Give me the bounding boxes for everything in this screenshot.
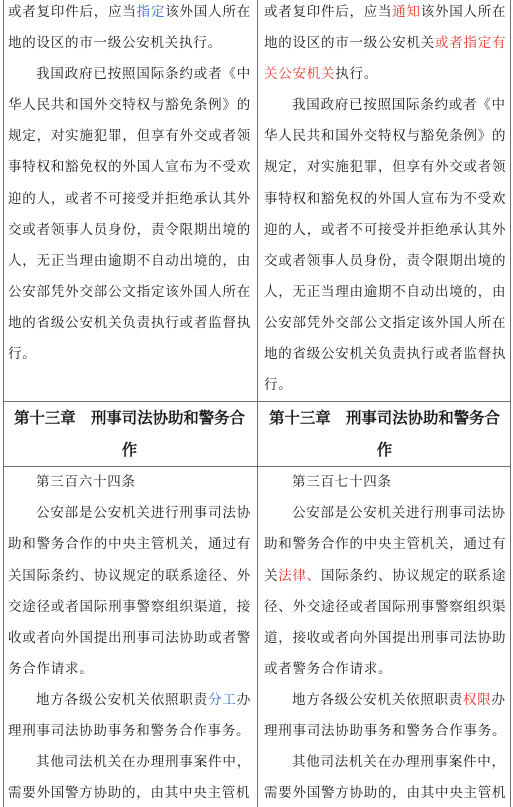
text-line — [8, 28, 251, 59]
text-line — [8, 0, 251, 28]
text-line — [264, 685, 505, 716]
changed-text: 或者指定有 — [435, 35, 507, 52]
changed-text: 权限 — [463, 691, 492, 708]
article-row — [4, 467, 510, 807]
text-segment: 或者警务合作请求。 — [264, 660, 393, 677]
text-segment: 助和警务合作的中央主管机关，通过有 — [264, 536, 507, 553]
text-segment: 其他司法机关在办理刑事案件中， — [36, 754, 251, 771]
text-segment: 道，接收或者向外国提出刑事司法协助 — [264, 629, 507, 646]
text-segment: 关国际条约、协议规定的联系途径、外 — [8, 567, 251, 584]
chapter-heading-row — [4, 402, 510, 467]
paragraph — [8, 685, 251, 747]
text-line — [8, 467, 251, 498]
text-segment: 该外国人所在 — [165, 4, 251, 20]
text-line — [264, 339, 505, 370]
text-line — [8, 90, 251, 121]
text-segment: 关 — [264, 567, 279, 584]
paragraph — [264, 498, 505, 685]
text-line — [264, 778, 505, 807]
text-line — [264, 152, 505, 183]
text-segment: 或者复印件后，应当 — [264, 4, 393, 20]
text-line — [264, 654, 505, 685]
text-segment: 规定，对实施犯罪，但享有外交或者领 — [264, 159, 507, 176]
chapter-heading-old — [4, 402, 258, 466]
text-segment: 收或者向外国提出刑事司法协助或者警 — [8, 629, 251, 646]
text-segment: 交或者领事人员身份，责令限期出境的 — [264, 252, 507, 269]
text-segment: 理刑事司法协助事务和警务合作事务。 — [264, 722, 507, 739]
text-segment: 迎的人，或者不可接受并拒绝承认其外 — [8, 190, 251, 207]
text-line — [264, 277, 505, 308]
text-segment: 行。 — [264, 377, 293, 394]
text-line — [8, 498, 251, 529]
text-line — [8, 561, 251, 592]
text-segment: 交途径或者国际刑事警察组织渠道，接 — [8, 598, 251, 615]
text-segment: 人，无正当理由逾期不自动出境的，由 — [264, 283, 507, 300]
text-segment: 需要外国警方协助的，由其中央主管机 — [8, 785, 251, 802]
text-segment: 需要外国警方协助的，由其中央主管机 — [264, 785, 507, 802]
text-line — [8, 529, 251, 560]
text-segment: 公安部凭外交部公文指定该外国人所在 — [8, 283, 251, 300]
text-segment: 径、外交途径或者国际刑事警察组织渠 — [264, 598, 507, 615]
paragraph — [8, 0, 251, 59]
text-segment: 迎的人，或者不可接受并拒绝承认其外 — [264, 221, 507, 238]
text-segment: 国际条约、协议规定的联系途 — [321, 567, 507, 584]
new-text-cell — [258, 0, 510, 401]
text-line — [264, 215, 505, 246]
text-segment: 地的设区的市一级公安机关 — [264, 35, 435, 52]
text-line — [264, 561, 505, 592]
text-segment: 办 — [236, 691, 252, 708]
paragraph — [264, 0, 505, 90]
text-line — [8, 716, 251, 747]
text-line — [264, 184, 505, 215]
text-line — [264, 28, 505, 59]
old-text-cell — [4, 467, 258, 807]
text-segment: 事特权和豁免权的外国人宣布为不受欢 — [264, 190, 507, 207]
text-line — [8, 339, 251, 370]
text-line — [8, 592, 251, 623]
text-segment: 地方各级公安机关依照职责 — [36, 691, 209, 708]
changed-text: 关公安机关 — [264, 66, 336, 83]
text-segment: 公安部是公安机关进行刑事司法协 — [292, 505, 506, 522]
text-segment: 第三百七十四条 — [292, 474, 392, 491]
text-line — [264, 246, 505, 277]
chapter-heading-line: 作 — [121, 441, 138, 460]
text-line — [8, 277, 251, 308]
text-line — [264, 592, 505, 623]
text-segment: 我国政府已按照国际条约或者《中 — [292, 97, 506, 114]
text-segment: 理刑事司法协助事务和警务合作事务。 — [8, 722, 251, 739]
text-segment: 助和警务合作的中央主管机关，通过有 — [8, 536, 251, 553]
text-segment: 地的省级公安机关负责执行或者监督执 — [264, 346, 507, 363]
text-segment: 我国政府已按照国际条约或者《中 — [36, 66, 251, 83]
paragraph — [8, 59, 251, 370]
text-line — [8, 152, 251, 183]
text-segment: 其他司法机关在办理刑事案件中， — [292, 754, 506, 771]
text-segment: 华人民共和国外交特权与豁免条例》的 — [264, 128, 507, 145]
text-segment: 事特权和豁免权的外国人宣布为不受欢 — [8, 159, 251, 176]
text-line — [8, 685, 251, 716]
paragraph — [8, 498, 251, 685]
text-segment: 第三百六十四条 — [36, 474, 136, 491]
text-line — [264, 623, 505, 654]
text-segment: 行。 — [8, 346, 37, 363]
text-line — [264, 308, 505, 339]
text-line — [264, 716, 505, 747]
text-line — [8, 778, 251, 807]
text-line — [264, 121, 505, 152]
chapter-heading-line: 第十三章 刑事司法协助和警务合 — [269, 409, 500, 428]
text-segment: 地的省级公安机关负责执行或者监督执 — [8, 314, 251, 331]
text-segment: 或者复印件后，应当 — [8, 4, 137, 20]
changed-text: 分工 — [208, 691, 237, 708]
chapter-heading-new — [258, 402, 510, 466]
text-line — [264, 0, 505, 28]
text-segment: 该外国人所在 — [420, 4, 507, 20]
paragraph — [264, 747, 505, 807]
text-segment: 地方各级公安机关依照职责 — [292, 691, 463, 708]
text-line — [264, 467, 505, 498]
text-line — [264, 498, 505, 529]
new-text-cell — [258, 467, 510, 807]
paragraph — [8, 747, 251, 807]
text-segment: 交或者领事人员身份，责令限期出境的 — [8, 221, 251, 238]
old-text-cell — [4, 0, 258, 401]
text-line — [8, 59, 251, 90]
text-segment: 华人民共和国外交特权与豁免条例》的 — [8, 97, 251, 114]
changed-text: 指定 — [136, 4, 166, 20]
paragraph — [8, 467, 251, 498]
text-segment: 执行。 — [335, 66, 378, 83]
paragraph — [264, 467, 505, 498]
chapter-heading-line: 作 — [376, 441, 393, 460]
text-line — [264, 59, 505, 90]
text-line — [8, 308, 251, 339]
text-segment: 人，无正当理由逾期不自动出境的，由 — [8, 252, 251, 269]
text-line — [8, 623, 251, 654]
text-segment: 公安部是公安机关进行刑事司法协 — [36, 505, 251, 522]
text-segment: 地的设区的市一级公安机关执行。 — [8, 35, 222, 52]
text-line — [264, 747, 505, 778]
text-segment: 办 — [491, 691, 506, 708]
article-row — [4, 0, 510, 402]
text-segment: 公安部凭外交部公文指定该外国人所在 — [264, 314, 507, 331]
text-segment: 规定，对实施犯罪，但享有外交或者领 — [8, 128, 251, 145]
text-line — [8, 747, 251, 778]
text-line — [8, 121, 251, 152]
text-segment: 务合作请求。 — [8, 660, 94, 677]
text-line — [264, 529, 505, 560]
comparison-table — [3, 0, 511, 807]
paragraph — [264, 90, 505, 401]
text-line — [8, 215, 251, 246]
paragraph — [264, 685, 505, 747]
text-line — [8, 184, 251, 215]
chapter-heading-line: 第十三章 刑事司法协助和警务合 — [14, 409, 245, 428]
text-line — [264, 90, 505, 121]
changed-text: 法律、 — [278, 567, 321, 584]
changed-text: 通知 — [392, 4, 421, 20]
text-line — [264, 370, 505, 401]
text-line — [8, 246, 251, 277]
text-line — [8, 654, 251, 685]
